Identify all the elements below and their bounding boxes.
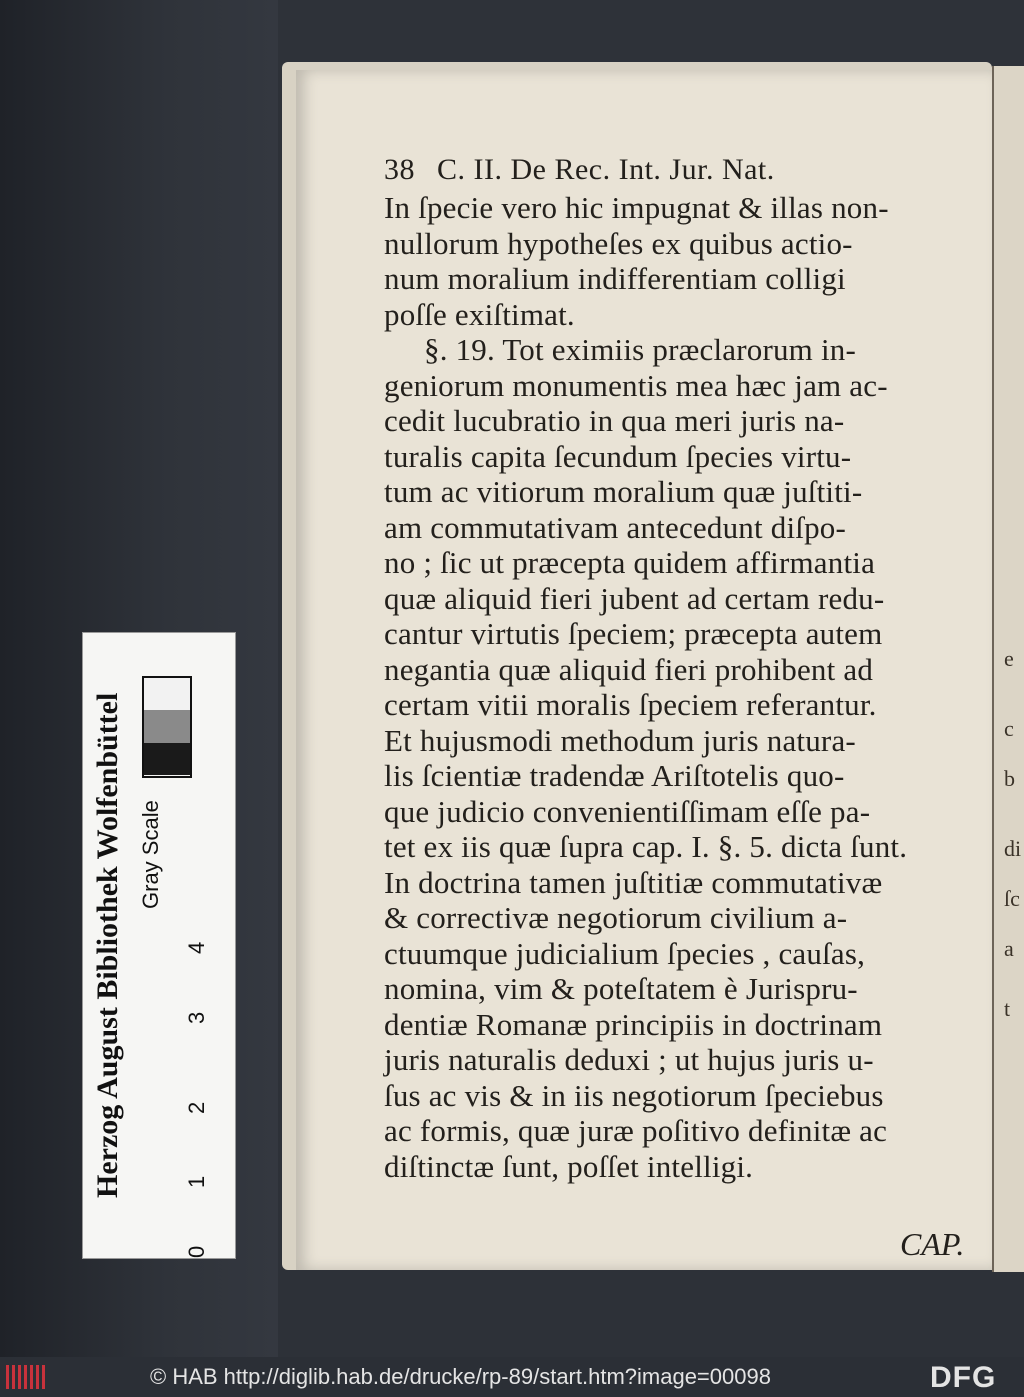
text-line: tet ex iis quæ ſupra cap. I. §. 5. dicta ſunt. [384,829,908,864]
text-line: diſtinctæ ſunt, poſſet intelligi. [384,1148,754,1184]
text-line: Et hujusmodi methodum juris natura- [384,722,856,758]
text-line: negantia quæ aliquid fieri prohibent ad [384,651,874,687]
hab-logo-icon [6,1365,46,1389]
ruler-number: 3 [184,1011,209,1024]
text-line: lis ſcientiæ tradendæ Ariſtotelis quo- [384,758,845,793]
text-line: am commutativam antecedunt diſpo- [384,509,846,545]
text-line: & correctivæ negotiorum civilium a- [384,900,848,935]
facing-page-edge: e c b di ſc a t [992,66,1024,1272]
ruler-title: Herzog August Bibliothek Wolfenbüttel [91,692,124,1199]
text-line: In doctrina tamen juſtitiæ commutativæ [384,864,883,900]
dfg-logo: DFG [930,1361,997,1394]
text-line: num moralium indifferentiam colligi [384,261,846,296]
page-number: 38 [384,153,415,186]
text-line: certam vitii moralis ſpeciem referantur. [384,687,877,722]
text-lines [384,190,984,1184]
running-header [384,150,984,190]
text-line: que judicio convenientiſſimam eſſe pa- [384,793,871,829]
footer-bar [0,1357,1024,1397]
text-line: §. 19. Tot eximiis præclarorum in- [424,332,856,367]
copyright-credit: © HAB http://diglib.hab.de/drucke/rp-89/start.htm?image=00098 [150,1364,771,1389]
text-line: dentiæ Romanæ principiis in doctrinam [384,1006,883,1042]
text-line: cedit lucubratio in qua meri juris na- [384,403,845,438]
text-line: quæ aliquid fieri jubent ad certam redu- [384,580,885,616]
gray-scale-swatch [142,676,192,778]
text-line: nomina, vim & poteſtatem è Jurispru- [384,971,858,1006]
catchword: CAP. [900,1226,965,1262]
ruler-number: 4 [184,941,209,954]
text-line: no ; ſic ut præcepta quidem affirmantia [384,545,876,580]
ruler-number: 1 [184,1175,209,1188]
ruler-number: 2 [184,1101,209,1114]
text-line: poſſe exiſtimat. [384,296,575,332]
text-line: cantur virtutis ſpeciem; præcepta autem [384,616,883,651]
text-line: nullorum hypotheſes ex quibus actio- [384,225,853,261]
page-text [384,150,984,1184]
text-line: geniorum monumentis mea hæc jam ac- [384,367,888,403]
text-line: turalis capita ſecundum ſpecies virtu- [384,438,852,474]
background-top [278,0,1024,70]
ruler-scale [140,928,209,1258]
text-line: tum ac vitiorum moralium quæ juſtiti- [384,474,863,509]
text-line: ctuumque judicialium ſpecies , cauſas, [384,935,866,971]
text-line: juris naturalis deduxi ; ut hujus juris u- [384,1042,874,1077]
text-line: ac formis, quæ juræ poſitivo definitæ ac [384,1113,888,1148]
text-line: In ſpecie vero hic impugnat & illas non- [384,190,889,225]
text-line: ſus ac vis & in iis negotiorum ſpeciebus [384,1077,884,1113]
gray-scale-label: Gray Scale [138,800,163,910]
ruler-number: 0 [184,1245,209,1258]
running-title: C. II. De Rec. Int. Jur. Nat. [437,153,775,186]
